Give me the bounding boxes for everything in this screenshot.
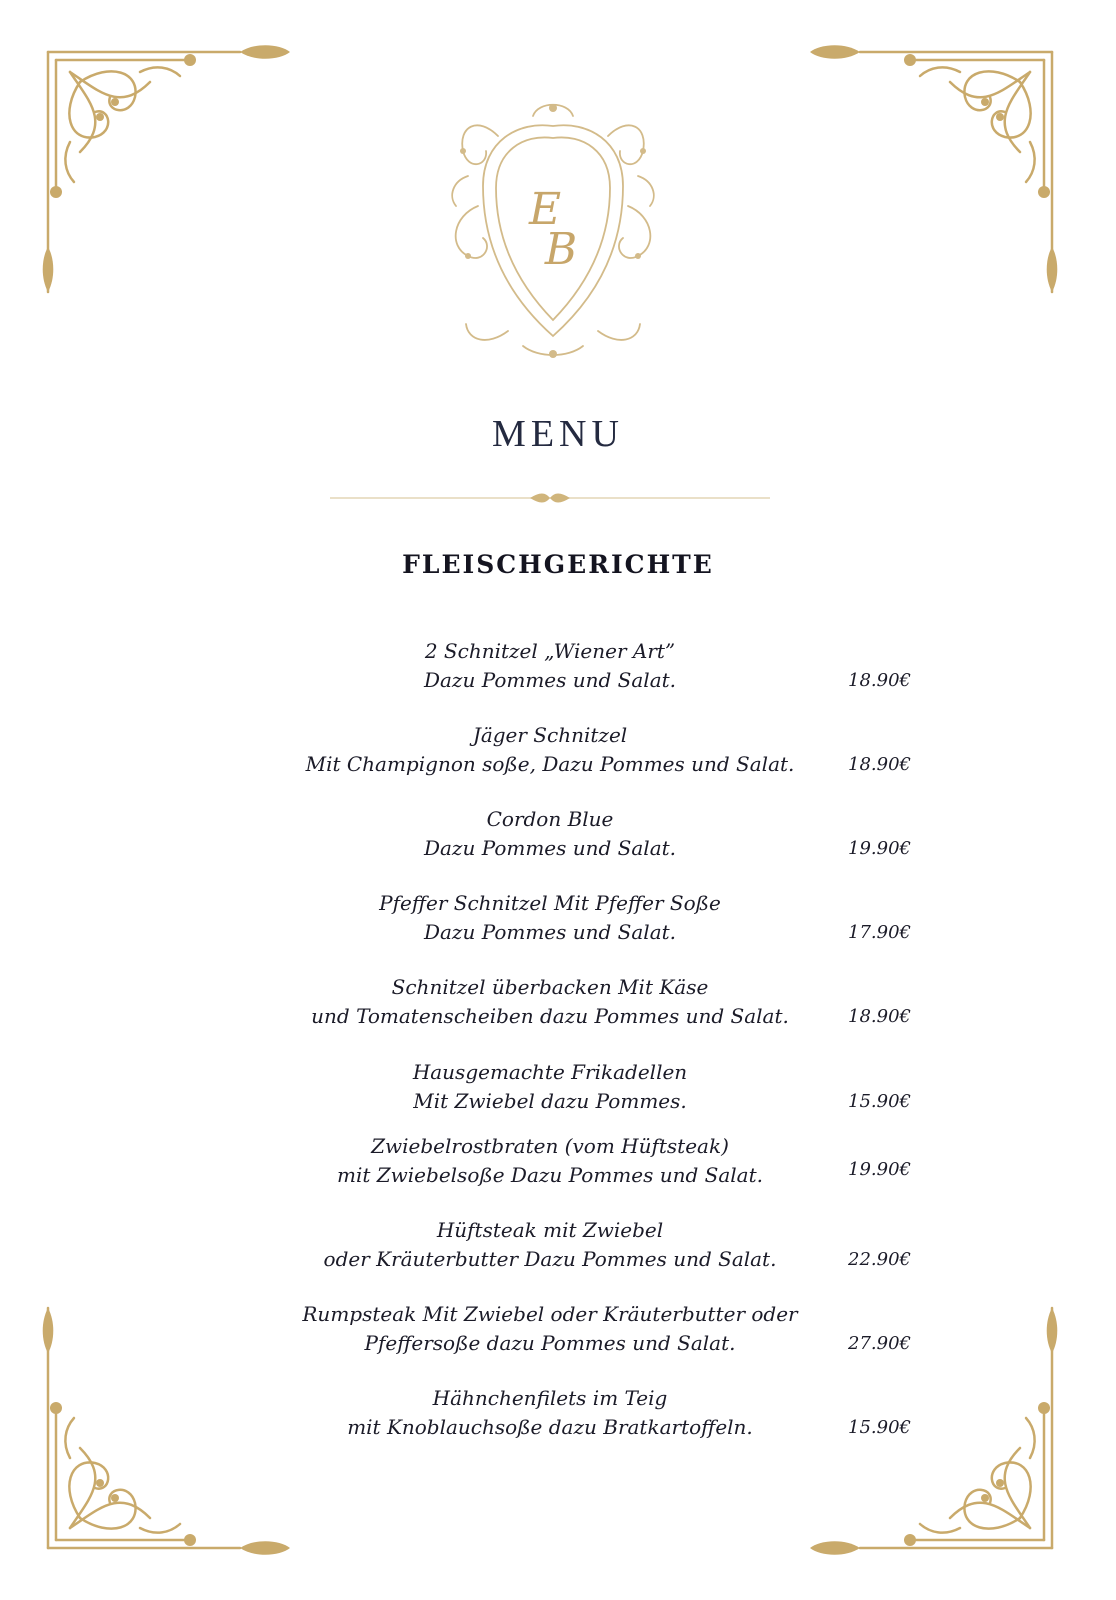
menu-item-description: Pfeffersoße dazu Pommes und Salat.: [364, 1331, 736, 1355]
monogram-e: E: [528, 184, 562, 235]
menu-item: [270, 637, 950, 699]
menu-item: [270, 1058, 950, 1120]
menu-item-description: mit Knoblauchsoße dazu Bratkartoffeln.: [347, 1415, 753, 1439]
menu-item: [270, 1216, 950, 1278]
menu-item-text: [270, 889, 830, 947]
menu-item-description: oder Kräuterbutter Dazu Pommes und Salat.: [323, 1247, 777, 1271]
menu-item-name: Zwiebelrostbraten (vom Hüftsteak): [371, 1134, 729, 1158]
menu-item-text: [270, 1216, 830, 1274]
menu-item-price: 27.90€: [848, 1333, 911, 1354]
menu-item-description: Dazu Pommes und Salat.: [423, 836, 677, 860]
menu-item-name: Rumpsteak Mit Zwiebel oder Kräuterbutter oder: [302, 1302, 798, 1326]
menu-item-name: Hausgemachte Frikadellen: [412, 1060, 688, 1084]
corner-ornament-top-left: [40, 42, 300, 312]
menu-item-price: 15.90€: [848, 1417, 911, 1438]
menu-item-text: [270, 637, 830, 695]
crest-logo: [438, 96, 668, 366]
menu-item: [270, 1300, 950, 1362]
menu-item: [270, 805, 950, 867]
menu-item: [270, 973, 950, 1035]
menu-item-price: 18.90€: [848, 670, 911, 691]
menu-item-name: Hüftsteak mit Zwiebel: [436, 1218, 664, 1242]
menu-item-text: [270, 721, 830, 779]
corner-ornament-top-right: [800, 42, 1060, 312]
menu-item-text: [270, 1132, 830, 1190]
section-title: FLEISCHGERICHTE: [402, 550, 714, 579]
menu-title: MENU: [492, 413, 624, 455]
menu-item-name: Pfeffer Schnitzel Mit Pfeffer Soße: [379, 891, 721, 915]
menu-item-description: Dazu Pommes und Salat.: [423, 668, 677, 692]
menu-item-description: und Tomatenscheiben dazu Pommes und Salat.: [311, 1004, 789, 1028]
menu-item-price: 18.90€: [848, 754, 911, 775]
menu-item-name: Jäger Schnitzel: [472, 723, 628, 747]
menu-item-text: [270, 805, 830, 863]
menu-item-description: Mit Champignon soße, Dazu Pommes und Salat.: [305, 752, 795, 776]
menu-item: [270, 1384, 950, 1446]
title-divider: [330, 488, 770, 508]
menu-item-price: 17.90€: [848, 922, 911, 943]
menu-item-description: Dazu Pommes und Salat.: [423, 920, 677, 944]
menu-item-price: 19.90€: [848, 1159, 911, 1180]
menu-item: [270, 889, 950, 951]
menu-item-price: 15.90€: [848, 1091, 911, 1112]
menu-item-price: 22.90€: [848, 1249, 911, 1270]
monogram-b: B: [544, 224, 578, 275]
menu-item-text: [270, 1300, 830, 1358]
menu-item-name: Schnitzel überbacken Mit Käse: [391, 975, 709, 999]
corner-ornament-bottom-left: [40, 1288, 300, 1558]
menu-item-name: Cordon Blue: [486, 807, 614, 831]
menu-item-text: [270, 973, 830, 1031]
menu-item-price: 18.90€: [848, 1006, 911, 1027]
menu-item-price: 19.90€: [848, 838, 911, 859]
menu-item-text: [270, 1058, 830, 1116]
menu-item: [270, 721, 950, 783]
menu-item-description: mit Zwiebelsoße Dazu Pommes und Salat.: [337, 1163, 763, 1187]
menu-item-description: Mit Zwiebel dazu Pommes.: [413, 1089, 687, 1113]
menu-item-text: [270, 1384, 830, 1442]
menu-item: [270, 1132, 950, 1194]
menu-item-name: Hähnchenfilets im Teig: [432, 1386, 668, 1410]
menu-item-name: 2 Schnitzel „Wiener Art”: [424, 639, 676, 663]
